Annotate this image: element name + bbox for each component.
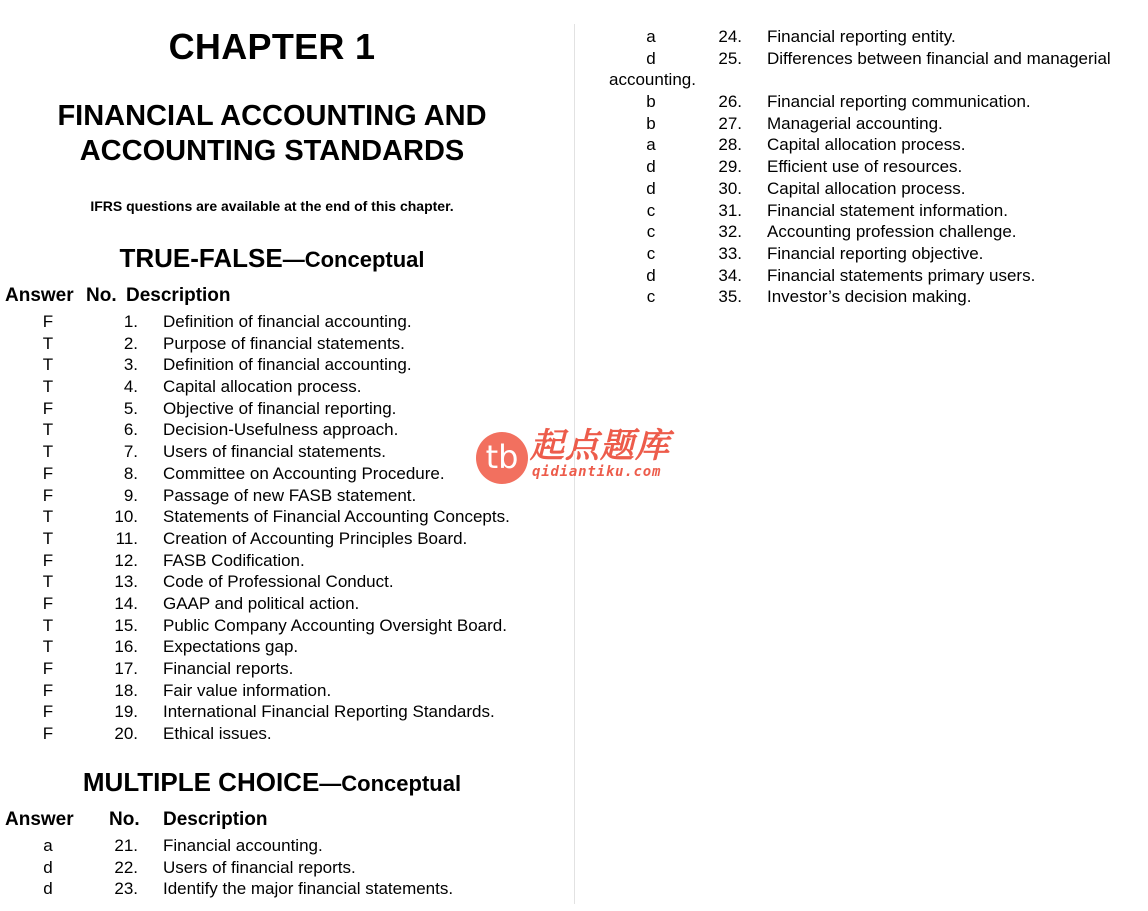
question-number: 10. (114, 507, 138, 527)
question-description: Definition of financial accounting. (163, 355, 412, 375)
question-number: 8. (123, 463, 138, 483)
section-title: MULTIPLE CHOICE (82, 767, 320, 797)
question-description: Users of financial statements. (163, 442, 386, 462)
question-number: 5. (123, 398, 138, 418)
question-description: Ethical issues. (163, 724, 272, 744)
question-description: Financial reporting entity. (767, 27, 956, 46)
question-number: 34. (718, 265, 742, 285)
section-dash: — (282, 247, 305, 272)
question-description: Decision-Usefulness approach. (163, 420, 399, 440)
question-number: 13. (114, 572, 138, 592)
section-subtitle: Conceptual (341, 771, 462, 796)
question-number: 1. (123, 312, 138, 331)
true-false-heading (0, 241, 544, 280)
question-number: 4. (123, 377, 138, 397)
question-number: 23. (114, 879, 138, 899)
answer-key: d (646, 265, 656, 285)
answer-key: b (646, 113, 656, 133)
multiple-choice-heading (0, 765, 544, 804)
chapter-subtitle-line: FINANCIAL ACCOUNTING AND (57, 100, 487, 132)
answer-key: a (646, 135, 656, 155)
question-description: Committee on Accounting Procedure. (163, 463, 445, 483)
question-description: Accounting profession challenge. (767, 222, 1017, 242)
answer-key: F (42, 550, 54, 570)
answer-key: T (42, 333, 54, 353)
question-description: Definition of financial accounting. (163, 312, 412, 331)
question-number: 16. (114, 637, 138, 657)
question-description: Passage of new FASB statement. (163, 485, 417, 505)
description-header: Description (163, 809, 268, 830)
answer-key: T (42, 615, 54, 635)
question-description: Investor’s decision making. (767, 287, 972, 307)
answer-key: a (43, 836, 53, 855)
watermark-name: 起点题库 (530, 426, 670, 466)
question-number: 27. (718, 113, 742, 133)
answer-key: T (42, 442, 54, 462)
right-column (596, 0, 1148, 911)
question-number: 9. (123, 485, 138, 505)
watermark-badge-text: tb (485, 438, 519, 476)
answer-key: b (646, 92, 656, 112)
question-number: 24. (718, 27, 742, 46)
answer-key: T (42, 572, 54, 592)
chapter-subtitle-line: ACCOUNTING STANDARDS (79, 135, 465, 167)
section-title: TRUE-FALSE (119, 243, 283, 273)
question-number: 29. (718, 157, 742, 177)
question-number: 28. (718, 135, 742, 155)
question-number: 22. (114, 857, 138, 877)
answer-key: c (646, 222, 656, 242)
question-description: Fair value information. (163, 680, 332, 700)
number-header: No. (109, 809, 140, 830)
question-number: 11. (115, 528, 138, 548)
answer-key: T (42, 528, 54, 548)
question-number: 26. (718, 92, 742, 112)
question-number: 6. (123, 420, 138, 440)
answer-header: Answer (5, 285, 74, 306)
question-description: Users of financial reports. (163, 857, 356, 877)
answer-key: F (42, 659, 54, 678)
answer-key: F (42, 463, 54, 483)
question-description: Financial reports. (163, 659, 294, 678)
question-description: GAAP and political action. (163, 593, 360, 613)
question-number: 35. (718, 287, 742, 307)
question-description: Managerial accounting. (767, 113, 943, 133)
question-number: 21. (114, 836, 138, 855)
question-description: Capital allocation process. (767, 135, 966, 155)
question-description: Public Company Accounting Oversight Board. (163, 615, 507, 635)
question-description: Creation of Accounting Principles Board. (163, 528, 468, 548)
answer-key: F (42, 312, 54, 331)
answer-key: F (42, 593, 54, 613)
question-number: 25. (718, 48, 742, 68)
question-number: 30. (718, 178, 742, 198)
question-number: 14. (114, 593, 138, 613)
question-description: Differences between financial and managerial (767, 48, 1111, 68)
question-number: 3. (123, 355, 138, 375)
question-number: 7. (123, 442, 138, 462)
chapter-title: CHAPTER 1 (168, 26, 376, 67)
question-description: Objective of financial reporting. (163, 398, 397, 418)
question-description: Statements of Financial Accounting Concepts. (163, 507, 510, 527)
question-description: Financial accounting. (163, 836, 323, 855)
left-column (0, 0, 548, 911)
question-description: Purpose of financial statements. (163, 333, 405, 353)
answer-key: d (43, 857, 53, 877)
question-description: Financial statement information. (767, 200, 1008, 220)
answer-key: F (42, 398, 54, 418)
answer-key: T (42, 377, 54, 397)
answer-key: d (646, 48, 656, 68)
number-header: No. (86, 285, 117, 306)
question-description: Financial statements primary users. (767, 265, 1036, 285)
question-number: 33. (718, 243, 742, 263)
answer-key: c (646, 200, 656, 220)
answer-key: T (42, 507, 54, 527)
section-subtitle: Conceptual (304, 247, 425, 272)
answer-key: F (42, 485, 54, 505)
question-number: 15. (114, 615, 138, 635)
question-description-continuation: accounting. (609, 70, 696, 90)
question-description: Code of Professional Conduct. (163, 572, 394, 592)
watermark-logo (476, 426, 676, 484)
question-number: 32. (718, 222, 742, 242)
question-description: Efficient use of resources. (767, 157, 963, 177)
answer-key: F (42, 680, 54, 700)
question-number: 19. (114, 702, 138, 722)
chapter-subtitle (0, 99, 544, 169)
answer-header: Answer (5, 809, 74, 830)
answer-key: T (42, 637, 54, 657)
answer-key: c (646, 287, 656, 307)
question-description: Expectations gap. (163, 637, 299, 657)
answer-key: T (42, 355, 54, 375)
question-number: 31. (718, 200, 742, 220)
question-description: Capital allocation process. (767, 178, 966, 198)
answer-key: d (43, 879, 53, 899)
question-description: FASB Codification. (163, 550, 305, 570)
watermark-badge-icon (476, 432, 528, 484)
answer-key: T (42, 420, 54, 440)
answer-key: d (646, 178, 656, 198)
question-description: Capital allocation process. (163, 377, 362, 397)
section-dash: — (319, 771, 342, 796)
question-description: Financial reporting communication. (767, 92, 1031, 112)
question-number: 20. (114, 724, 138, 744)
answer-key: a (646, 27, 656, 46)
answer-key: c (646, 243, 656, 263)
question-description: Financial reporting objective. (767, 243, 984, 263)
ifrs-note: IFRS questions are available at the end of this chapter. (90, 198, 454, 214)
watermark-url: qidiantiku.com (532, 464, 662, 480)
question-number: 17. (114, 659, 138, 678)
question-number: 12. (114, 550, 138, 570)
question-description: Identify the major financial statements. (163, 879, 454, 899)
description-header: Description (126, 285, 231, 306)
question-description: International Financial Reporting Standards. (163, 702, 495, 722)
answer-key: F (42, 724, 54, 744)
question-number: 2. (123, 333, 138, 353)
answer-key: F (42, 702, 54, 722)
answer-key: d (646, 157, 656, 177)
question-number: 18. (114, 680, 138, 700)
